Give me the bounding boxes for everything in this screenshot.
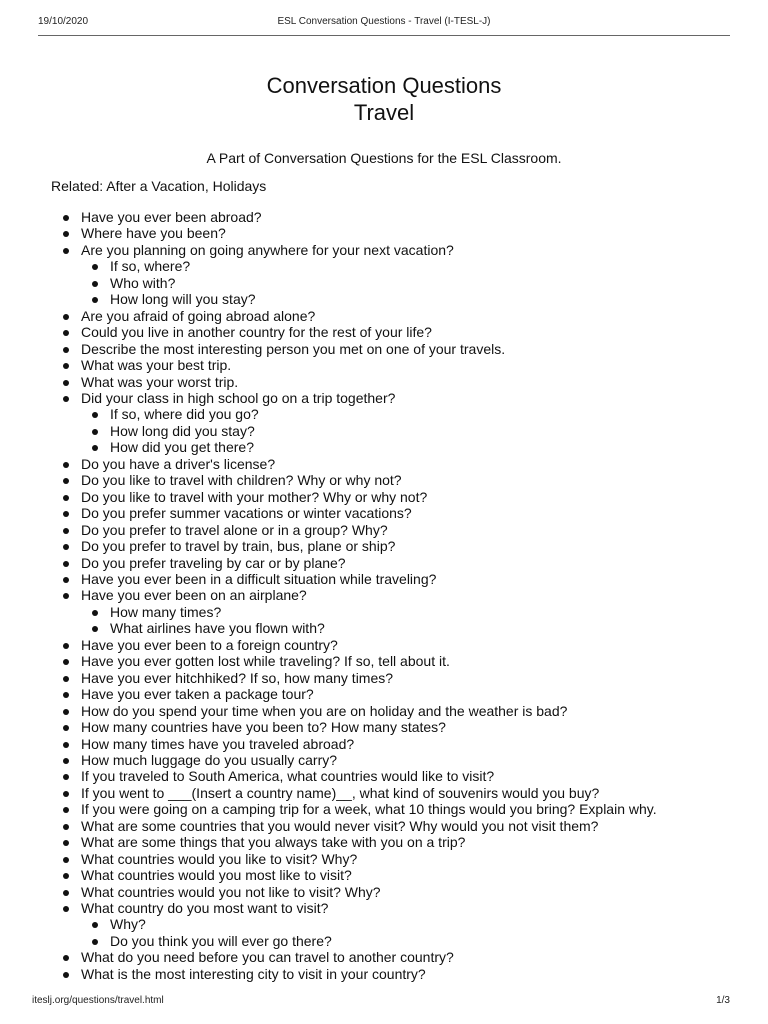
print-url: iteslj.org/questions/travel.html — [32, 995, 164, 1006]
sub-question-item: If so, where? — [0, 258, 657, 274]
page-title-line-1: Conversation Questions — [266, 73, 502, 98]
question-item: Where have you been? — [0, 225, 657, 241]
question-item: Have you ever hitchhiked? If so, how many times? — [0, 670, 657, 686]
question-item: How many countries have you been to? How many states? — [0, 719, 657, 735]
question-item: Do you prefer traveling by car or by plane? — [0, 555, 657, 571]
question-item: What countries would you not like to visit? Why? — [0, 884, 657, 900]
question-item: Did your class in high school go on a trip together? — [0, 390, 657, 406]
subtitle: A Part of Conversation Questions for the ESL Classroom. — [206, 150, 562, 166]
question-item: Have you ever been in a difficult situation while traveling? — [0, 571, 657, 587]
question-item: If you traveled to South America, what countries would like to visit? — [0, 768, 657, 784]
question-item: Have you ever been to a foreign country? — [0, 637, 657, 653]
question-item: Describe the most interesting person you met on one of your travels. — [0, 341, 657, 357]
page-number: 1/3 — [716, 995, 730, 1006]
question-item: What are some things that you always take with you on a trip? — [0, 834, 657, 850]
question-item: Are you afraid of going abroad alone? — [0, 308, 657, 324]
sub-question-item: How many times? — [0, 604, 657, 620]
sub-question-item: How long did you stay? — [0, 423, 657, 439]
question-item: Do you have a driver's license? — [0, 456, 657, 472]
question-item: Have you ever been on an airplane? — [0, 587, 657, 603]
question-item: Do you prefer to travel by train, bus, plane or ship? — [0, 538, 657, 554]
question-item: What was your worst trip. — [0, 374, 657, 390]
question-item: Are you planning on going anywhere for your next vacation? — [0, 242, 657, 258]
question-item: Have you ever gotten lost while traveling? If so, tell about it. — [0, 653, 657, 669]
question-item: If you were going on a camping trip for a week, what 10 things would you bring? Explain why. — [0, 801, 657, 817]
question-item: How do you spend your time when you are on holiday and the weather is bad? — [0, 703, 657, 719]
question-list — [0, 209, 657, 982]
related-links: Related: After a Vacation, Holidays — [51, 178, 267, 194]
sub-question-item: Who with? — [0, 275, 657, 291]
page-title — [0, 72, 768, 126]
sub-question-item: Why? — [0, 916, 657, 932]
sub-question-item: How long will you stay? — [0, 291, 657, 307]
question-item: What country do you most want to visit? — [0, 900, 657, 916]
question-item: How much luggage do you usually carry? — [0, 752, 657, 768]
sub-question-item: Do you think you will ever go there? — [0, 933, 657, 949]
question-item: Have you ever been abroad? — [0, 209, 657, 225]
sub-question-item: What airlines have you flown with? — [0, 620, 657, 636]
question-item: What do you need before you can travel to another country? — [0, 949, 657, 965]
sub-question-item: How did you get there? — [0, 439, 657, 455]
question-item: What is the most interesting city to visit in your country? — [0, 966, 657, 982]
print-date: 19/10/2020 — [38, 16, 89, 27]
print-page-title: ESL Conversation Questions - Travel (I-TESL-J) — [277, 16, 491, 27]
question-item: Do you prefer to travel alone or in a group? Why? — [0, 522, 657, 538]
question-item: Could you live in another country for the rest of your life? — [0, 324, 657, 340]
question-item: Do you like to travel with children? Why or why not? — [0, 472, 657, 488]
question-item: How many times have you traveled abroad? — [0, 736, 657, 752]
print-footer — [32, 995, 730, 1009]
question-item: Have you ever taken a package tour? — [0, 686, 657, 702]
question-item: What countries would you most like to visit? — [0, 867, 657, 883]
question-item: If you went to ___(Insert a country name)__, what kind of souvenirs would you buy? — [0, 785, 657, 801]
question-item: Do you like to travel with your mother? Why or why not? — [0, 489, 657, 505]
question-item: What countries would you like to visit? Why? — [0, 851, 657, 867]
question-item: What are some countries that you would never visit? Why would you not visit them? — [0, 818, 657, 834]
header-divider — [38, 35, 730, 36]
question-item: What was your best trip. — [0, 357, 657, 373]
print-header — [38, 16, 730, 30]
question-item: Do you prefer summer vacations or winter vacations? — [0, 505, 657, 521]
sub-question-item: If so, where did you go? — [0, 406, 657, 422]
page-title-line-2: Travel — [353, 100, 415, 125]
